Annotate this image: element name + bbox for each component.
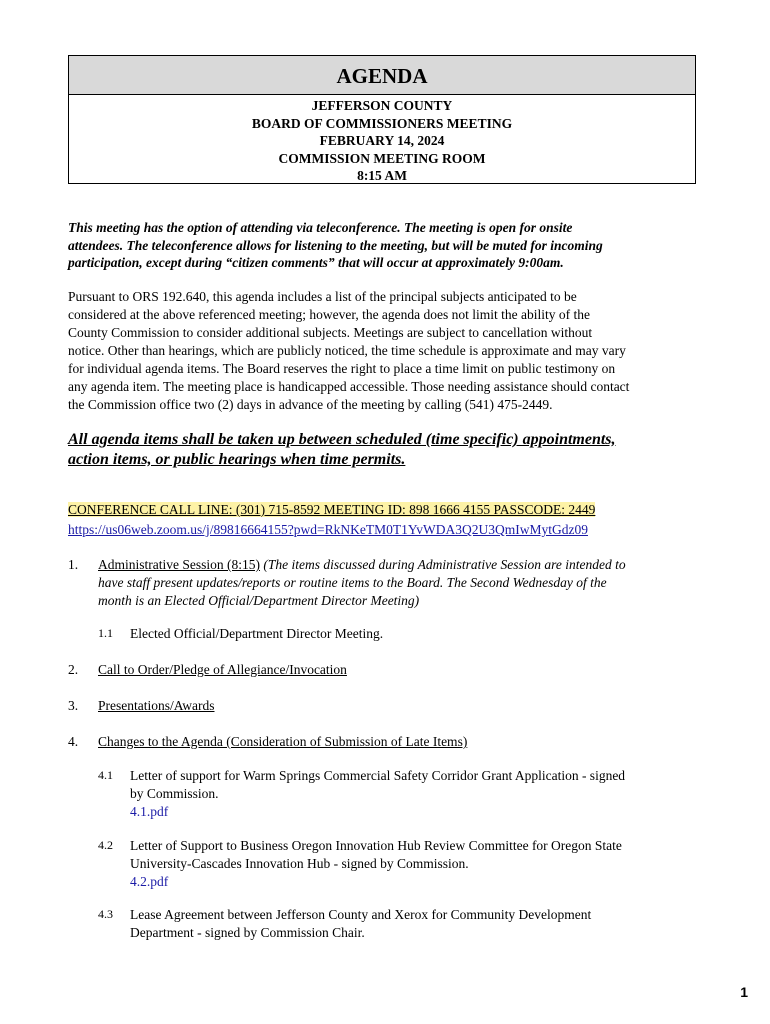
subitem-number: 4.3 xyxy=(98,907,113,921)
page-number: 1 xyxy=(740,984,748,1000)
item-number: 1. xyxy=(68,557,79,572)
county-name: JEFFERSON COUNTY xyxy=(311,98,453,113)
paragraph-line: County Commission to consider additional subjects. Meetings are subject to cancellation without xyxy=(68,325,593,340)
subitem-text: by Commission. xyxy=(130,786,219,801)
item-title[interactable]: Administrative Session (8:15) xyxy=(98,557,260,572)
item-number: 2. xyxy=(68,662,79,677)
notice-line: This meeting has the option of attending via teleconference. The meeting is open for onsite xyxy=(68,220,573,235)
policy-line: action items, or public hearings when time permits. xyxy=(68,451,406,468)
meeting-room: COMMISSION MEETING ROOM xyxy=(278,150,486,166)
agenda-item-3 xyxy=(0,697,770,715)
subitem-number: 4.2 xyxy=(98,838,113,852)
paragraph-line: for individual agenda items. The Board reserves the right to place a time limit on public testimony on xyxy=(68,361,616,376)
agenda-item-2 xyxy=(0,661,770,679)
subitem-text: Letter of Support to Business Oregon Innovation Hub Review Committee for Oregon State xyxy=(130,838,622,853)
subitem-text: Elected Official/Department Director Meeting. xyxy=(130,626,384,641)
agenda-policy-statement xyxy=(68,430,708,470)
meeting-time: 8:15 AM xyxy=(357,168,407,184)
zoom-meeting-link[interactable]: https://us06web.zoom.us/j/89816664155?pwd=RkNKeTM0T1YvWDA3Q2U3QmIwMytGdz09 xyxy=(68,522,588,537)
ors-paragraph xyxy=(68,288,708,414)
subitem-number: 4.1 xyxy=(98,768,113,782)
agenda-header-box xyxy=(68,55,696,184)
meeting-info xyxy=(69,95,695,185)
item-title[interactable]: Call to Order/Pledge of Allegiance/Invocation xyxy=(98,662,347,677)
notice-line: attendees. The teleconference allows for listening to the meeting, but will be muted for incoming xyxy=(68,237,603,253)
subitem-text: University-Cascades Innovation Hub - signed by Commission. xyxy=(130,856,469,871)
item-title-line xyxy=(98,556,626,574)
agenda-item-1 xyxy=(0,556,770,616)
conference-call-line xyxy=(68,501,595,519)
policy-line: All agenda items shall be taken up between scheduled (time specific) appointments, xyxy=(68,431,616,448)
paragraph-line: Pursuant to ORS 192.640, this agenda includes a list of the principal subjects anticipated to be xyxy=(68,289,577,304)
item-number: 4. xyxy=(68,734,79,749)
meeting-name: BOARD OF COMMISSIONERS MEETING xyxy=(251,115,513,131)
subitem-text: Department - signed by Commission Chair. xyxy=(130,925,365,940)
item-title[interactable]: Presentations/Awards xyxy=(98,698,215,713)
subitem-number: 1.1 xyxy=(98,626,113,640)
paragraph-line: notice. Other than hearings, which are publicly noticed, the time schedule is approximate and may vary xyxy=(68,343,626,358)
agenda-title: AGENDA xyxy=(69,56,695,95)
attachment-link-4-1[interactable]: 4.1.pdf xyxy=(130,804,169,819)
item-number: 3. xyxy=(68,698,79,713)
agenda-item-4 xyxy=(0,733,770,751)
conference-call-text: CONFERENCE CALL LINE: (301) 715-8592 MEETING ID: 898 1666 4155 PASSCODE: 2449 xyxy=(68,502,596,517)
teleconference-notice xyxy=(68,219,698,272)
subitem-text: Lease Agreement between Jefferson County and Xerox for Community Development xyxy=(130,907,592,922)
paragraph-line: any agenda item. The meeting place is handicapped accessible. Those needing assistance should contact xyxy=(68,379,630,394)
meeting-date: FEBRUARY 14, 2024 xyxy=(319,133,445,149)
subitem-text: Letter of support for Warm Springs Commercial Safety Corridor Grant Application - signed xyxy=(130,768,626,783)
attachment-link-4-2[interactable]: 4.2.pdf xyxy=(130,874,169,889)
item-description: month is an Elected Official/Department Director Meeting) xyxy=(98,593,420,608)
item-title[interactable]: Changes to the Agenda (Consideration of Submission of Late Items) xyxy=(98,734,468,749)
notice-line: participation, except during “citizen comments” that will occur at approximately 9:00am. xyxy=(68,255,564,271)
item-description: (The items discussed during Administrative Session are intended to xyxy=(263,557,626,572)
item-description: have staff present updates/reports or routine items to the Board. The Second Wednesday of the xyxy=(98,575,607,590)
paragraph-line: considered at the above referenced meeting; however, the agenda does not limit the ability of the xyxy=(68,307,591,322)
paragraph-line: the Commission office two (2) days in advance of the meeting by calling (541) 475-2449. xyxy=(68,397,553,412)
